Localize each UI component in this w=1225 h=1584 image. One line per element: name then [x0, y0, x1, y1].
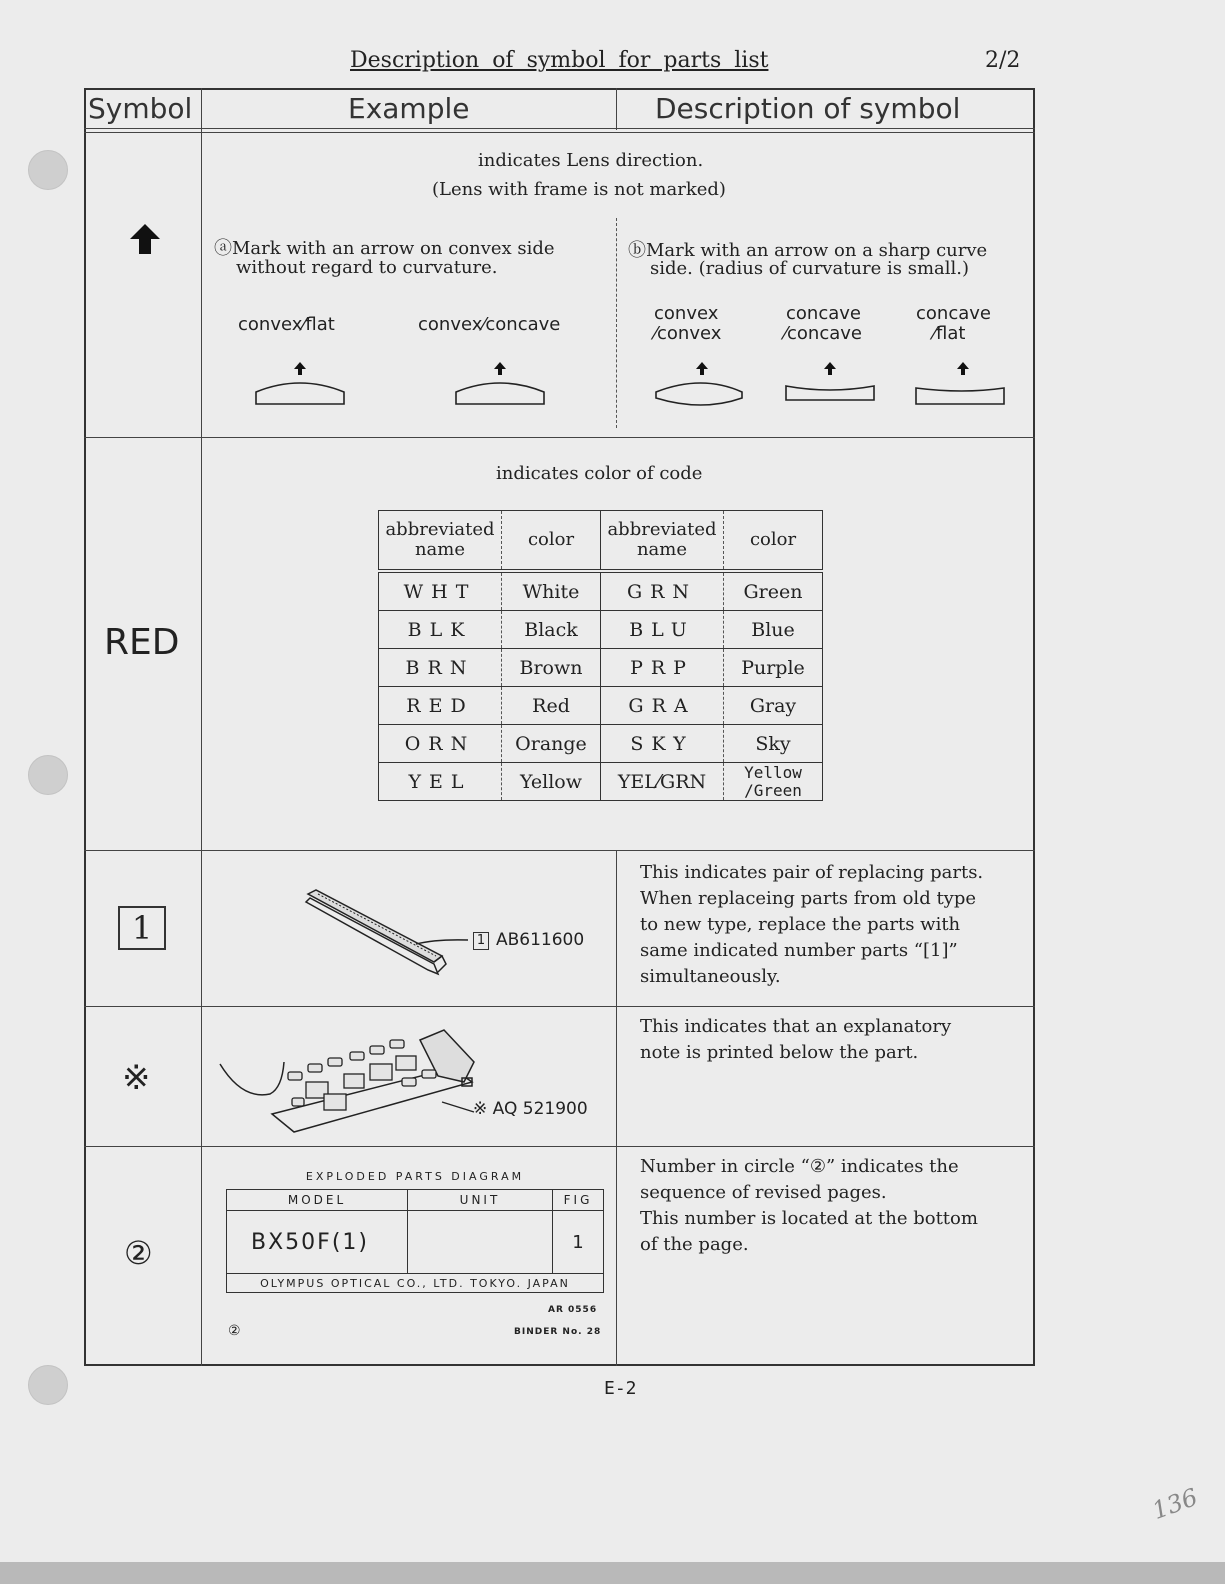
- handwritten-number: 136: [1148, 1483, 1202, 1525]
- rule-b-line1: ⓑMark with an arrow on a sharp curve: [628, 240, 988, 261]
- abbr-cell: BRN: [379, 649, 502, 687]
- color-cell: Orange: [502, 725, 601, 763]
- pair-part-label: 1: [473, 932, 489, 950]
- up-arrow-icon: [128, 222, 162, 256]
- note-symbol: ※: [122, 1058, 151, 1098]
- lens-caption-line2: (Lens with frame is not marked): [432, 179, 726, 200]
- color-cell: Blue: [724, 611, 823, 649]
- circuit-board-drawing: [212, 1022, 482, 1134]
- revision-symbol: ②: [124, 1234, 153, 1272]
- binder-hole: [28, 755, 68, 795]
- abbr-cell: YEL⁄GRN: [601, 763, 724, 801]
- label-convex-concave: convex⁄concave: [418, 314, 561, 335]
- rule-a-line1: ⓐMark with an arrow on convex side: [214, 238, 555, 259]
- abbr-cell: ORN: [379, 725, 502, 763]
- footer-page-code: E-2: [604, 1378, 637, 1399]
- color-code-table: [378, 510, 823, 801]
- color-cell: Yellow /Green: [724, 763, 823, 801]
- revision-mark: ②: [228, 1323, 241, 1339]
- abbr-cell: BLU: [601, 611, 724, 649]
- label-concave-concave-top: concave: [786, 303, 861, 324]
- unit-value: [408, 1211, 553, 1274]
- company-line: OLYMPUS OPTICAL CO., LTD. TOKYO. JAPAN: [227, 1274, 604, 1293]
- color-cell: Purple: [724, 649, 823, 687]
- color-cell: Sky: [724, 725, 823, 763]
- rule-b-line2: side. (radius of curvature is small.): [650, 258, 970, 279]
- unit-header: UNIT: [408, 1190, 553, 1211]
- fig-header: FIG: [553, 1190, 604, 1211]
- revision-description: Number in circle “②” indicates the sequence of revised pages. This number is located at the bottom of the page.: [640, 1156, 978, 1255]
- scan-edge: [0, 1562, 1225, 1584]
- fig-value: 1: [553, 1211, 604, 1274]
- diagram-caption: EXPLODED PARTS DIAGRAM: [305, 1170, 525, 1183]
- binder-hole: [28, 150, 68, 190]
- description-column-header: Description of symbol: [655, 92, 961, 125]
- abbr-cell: PRP: [601, 649, 724, 687]
- lens-diagrams: [250, 360, 1020, 410]
- note-part-label: ※ AQ 521900: [473, 1099, 588, 1119]
- model-value: BX50F(1): [227, 1211, 408, 1274]
- abbr-cell: WHT: [379, 571, 502, 611]
- connector-part-drawing: [296, 884, 486, 980]
- color-cell: Green: [724, 571, 823, 611]
- exploded-parts-diagram: [226, 1170, 604, 1293]
- abbr-cell: SKY: [601, 725, 724, 763]
- abbr-cell: GRN: [601, 571, 724, 611]
- abbr-cell: BLK: [379, 611, 502, 649]
- abbr-cell: GRA: [601, 687, 724, 725]
- diagram-code: AR 0556: [548, 1305, 598, 1315]
- red-symbol: RED: [104, 622, 180, 663]
- color-cell: White: [502, 571, 601, 611]
- header-color: color: [502, 511, 601, 572]
- abbr-cell: YEL: [379, 763, 502, 801]
- label-concave-concave-bottom: ⁄concave: [784, 323, 862, 344]
- color-cell: Yellow: [502, 763, 601, 801]
- pair-symbol-box: 1: [118, 906, 166, 950]
- header-color: color: [724, 511, 823, 572]
- header-abbr: abbreviated name: [601, 511, 724, 572]
- binder-hole: [28, 1365, 68, 1405]
- page-number: 2/2: [985, 48, 1021, 73]
- label-convex-convex-bottom: ⁄convex: [654, 323, 722, 344]
- label-convex-flat: convex⁄flat: [238, 314, 335, 335]
- label-concave-flat-top: concave: [916, 303, 991, 324]
- symbol-column-header: Symbol: [88, 92, 193, 125]
- color-cell: Red: [502, 687, 601, 725]
- color-caption: indicates color of code: [496, 463, 703, 484]
- page-title: Description of symbol for parts list: [350, 48, 769, 73]
- pair-part-code: AB611600: [496, 930, 585, 950]
- pair-description: This indicates pair of replacing parts. When replaceing parts from old type to new type, replace the parts with same indicated number parts “[1]” simultaneously.: [640, 862, 984, 987]
- lens-caption-line1: indicates Lens direction.: [478, 150, 704, 171]
- header-abbr: abbreviated name: [379, 511, 502, 572]
- example-column-header: Example: [348, 92, 470, 125]
- color-cell: Brown: [502, 649, 601, 687]
- label-convex-convex-top: convex: [654, 303, 719, 324]
- binder-number: BINDER No. 28: [514, 1327, 602, 1337]
- model-header: MODEL: [227, 1190, 408, 1211]
- note-description: This indicates that an explanatory note is printed below the part.: [640, 1016, 952, 1063]
- rule-a-line2: without regard to curvature.: [236, 257, 498, 278]
- color-cell: Gray: [724, 687, 823, 725]
- color-cell: Black: [502, 611, 601, 649]
- label-concave-flat-bottom: ⁄flat: [933, 323, 966, 344]
- abbr-cell: RED: [379, 687, 502, 725]
